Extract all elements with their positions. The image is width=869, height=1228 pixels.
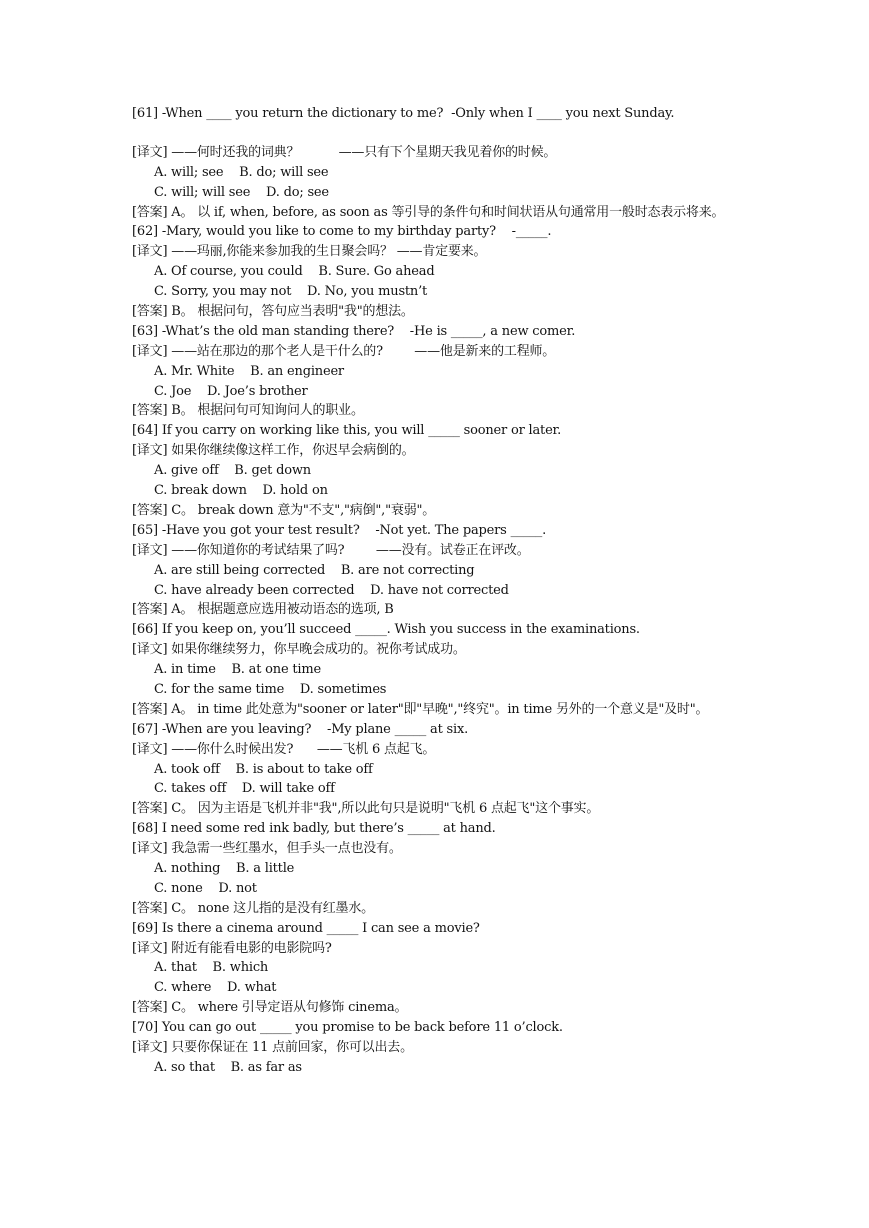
translation-61: [译文] ——何时还我的词典？ ——只有下个星期天我见着你的时候。: [132, 144, 557, 160]
question-67: [67] -When are you leaving? -My plane _____ at six.: [132, 721, 469, 737]
question-69: [69] Is there a cinema around _____ I can see a movie?: [132, 920, 480, 936]
translation-65: [译文] ——你知道你的考试结果了吗? ——没有。试卷正在评改。: [132, 542, 530, 558]
answer-66: [答案] A。 in time 此处意为"sooner or later"即"早晚","终究"。in time 另外的一个意义是"及时"。: [132, 701, 709, 717]
options-63-cd: C. Joe D. Joe’s brother: [154, 383, 308, 399]
question-70: [70] You can go out _____ you promise to be back before 11 o’clock.: [132, 1020, 563, 1036]
translation-67: [译文] ——你什么时候出发? ——飞机 6 点起飞。: [132, 741, 436, 757]
options-70-ab: A. so that B. as far as: [154, 1059, 302, 1075]
options-69-cd: C. where D. what: [154, 980, 277, 996]
answer-68: [答案] C。 none 这儿指的是没有红墨水。: [132, 900, 374, 916]
translation-69: [译文] 附近有能看电影的电影院吗?: [132, 940, 332, 956]
options-66-cd: C. for the same time D. sometimes: [154, 681, 387, 697]
options-61-cd: C. will; will see D. do; see: [154, 184, 329, 200]
translation-70: [译文] 只要你保证在 11 点前回家，你可以出去。: [132, 1040, 413, 1055]
answer-67: [答案] C。 因为主语是飞机并非"我",所以此句只是说明"飞机 6 点起飞"这个事实。: [132, 801, 600, 817]
options-68-cd: C. none D. not: [154, 880, 257, 896]
question-65: [65] -Have you got your test result? -Not yet. The papers _____.: [132, 522, 547, 538]
translation-66: [译文] 如果你继续努力，你早晚会成功的。祝你考试成功。: [132, 642, 466, 658]
translation-62: [译文] ——玛丽,你能来参加我的生日聚会吗？ ——肯定要来。: [132, 244, 487, 260]
options-64-cd: C. break down D. hold on: [154, 483, 328, 499]
options-67-ab: A. took off B. is about to take off: [154, 761, 373, 777]
translation-64: [译文] 如果你继续像这样工作，你迟早会病倒的。: [132, 443, 415, 459]
options-62-ab: A. Of course, you could B. Sure. Go ahead: [154, 264, 435, 280]
options-61-ab: A. will; see B. do; will see: [154, 164, 329, 180]
answer-65: [答案] A。 根据题意应选用被动语态的选项, B: [132, 602, 394, 618]
question-61: [61] -When ____ you return the dictionary to me? -Only when I ____ you next Sunday.: [132, 106, 675, 121]
question-63: [63] -What’s the old man standing there? -He is _____, a new comer.: [132, 323, 576, 339]
options-65-cd: C. have already been corrected D. have not corrected: [154, 582, 509, 598]
answer-69: [答案] C。 where 引导定语从句修饰 cinema。: [132, 1000, 408, 1016]
options-62-cd: C. Sorry, you may not D. No, you mustn’t: [154, 284, 428, 300]
options-64-ab: A. give off B. get down: [154, 463, 311, 479]
options-68-ab: A. nothing B. a little: [154, 860, 295, 876]
answer-63: [答案] B。 根据问句可知询问人的职业。: [132, 403, 364, 419]
answer-64: [答案] C。 break down 意为"不支","病倒","衰弱"。: [132, 502, 436, 518]
question-68: [68] I need some red ink badly, but there’s _____ at hand.: [132, 821, 496, 837]
translation-63: [译文] ——站在那边的那个老人是干什么的? ——他是新来的工程师。: [132, 343, 556, 359]
options-67-cd: C. takes off D. will take off: [154, 781, 335, 797]
document-body: [132, 104, 752, 1078]
question-66: [66] If you keep on, you’ll succeed _____. Wish you success in the examinations.: [132, 622, 640, 638]
answer-61: [答案] A。 以 if, when, before, as soon as 等引导的条件句和时间状语从句通常用一般时态表示将来。: [132, 204, 725, 220]
question-64: [64] If you carry on working like this, you will _____ sooner or later.: [132, 423, 562, 439]
question-62: [62] -Mary, would you like to come to my birthday party? -_____.: [132, 224, 552, 240]
options-66-ab: A. in time B. at one time: [154, 662, 321, 678]
answer-62: [答案] B。 根据问句，答句应当表明"我"的想法。: [132, 304, 414, 320]
options-65-ab: A. are still being corrected B. are not correcting: [154, 562, 475, 578]
options-63-ab: A. Mr. White B. an engineer: [154, 363, 344, 379]
options-69-ab: A. that B. which: [154, 960, 269, 976]
translation-68: [译文] 我急需一些红墨水，但手头一点也没有。: [132, 841, 402, 857]
